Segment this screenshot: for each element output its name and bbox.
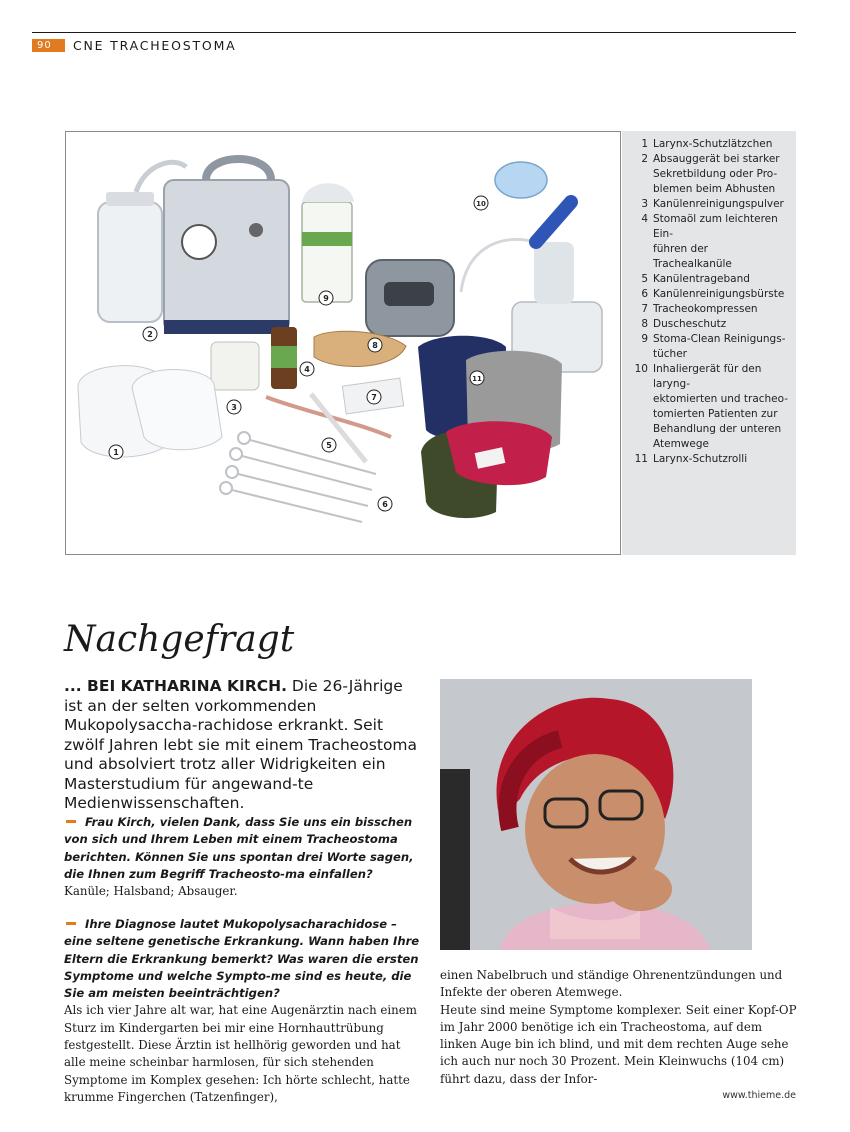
article-column-2 xyxy=(440,967,800,1088)
callout-8: 8 xyxy=(372,341,378,350)
callout-7: 7 xyxy=(371,393,377,402)
product-photo xyxy=(65,131,621,555)
footer-url: www.thieme.de xyxy=(722,1090,796,1101)
callout-10: 10 xyxy=(476,200,486,208)
legend-item: 9 Stoma-Clean Reinigungs- tücher xyxy=(641,333,786,360)
question-marker xyxy=(66,820,76,823)
legend-item: 8 Duscheschutz xyxy=(641,318,727,330)
col2-paragraph-2: Heute sind meine Symptome komplexer. Seit einer Kopf-OP im Jahr 2000 benötige ich ein Tracheostoma, auf dem linken Auge bin ich blind, und mit dem rechten Auge sehe ich auch nur noch 30 Prozent. Mein Kleinwuchs (104 cm) führt dazu, dass der Infor- xyxy=(440,1002,797,1086)
callout-5: 5 xyxy=(326,441,332,450)
legend-item: 6 Kanülenreinigungsbürste xyxy=(641,288,785,300)
interview-block-1 xyxy=(64,814,424,900)
callout-4: 4 xyxy=(304,365,310,374)
callout-3: 3 xyxy=(231,403,237,412)
callout-11: 11 xyxy=(472,375,482,383)
col2-paragraph-1: einen Nabelbruch und ständige Ohrenentzündungen und Infekte der oberen Atemwege. xyxy=(440,968,783,1000)
question-1: Frau Kirch, vielen Dank, dass Sie uns ein bisschen von sich und Ihrem Leben mit einem Tracheostoma berichten. Können Sie uns spontan drei Worte sagen, die Ihnen zum Begriff Tracheosto-ma einfallen? xyxy=(64,815,414,881)
figure-legend xyxy=(622,131,796,555)
interview-block-2 xyxy=(64,916,424,1106)
lead-text: Die 26-Jährige ist an der selten vorkommenden Mukopolysaccha-rachidose erkrankt. Seit zwölf Jahren lebt sie mit einem Tracheostoma und absolviert trotz aller Widrigkeiten ein Masterstudium für angewand-te Medienwissenschaften. xyxy=(64,677,418,812)
lead-bold: ... BEI KATHARINA KIRCH. xyxy=(64,677,287,695)
callout-1: 1 xyxy=(113,448,119,457)
legend-item: 5 Kanülentrageband xyxy=(641,273,750,285)
section-title: CNE TRACHEOSTOMA xyxy=(73,38,237,53)
legend-item: 3 Kanülenreinigungspulver xyxy=(641,198,784,210)
answer-1: Kanüle; Halsband; Absauger. xyxy=(64,884,238,899)
article-heading: Nachgefragt xyxy=(64,619,295,660)
product-illustration xyxy=(66,132,621,555)
answer-2: Als ich vier Jahre alt war, hat eine Augenärztin nach einem Sturz im Kindergarten bei mir eine Hornhauttrübung festgestellt. Diese Ärztin ist hellhörig geworden und hat alle meine scheinbar harmlosen, für sich stehenden Symptome im Komplex gesehen: Ich hörte schlecht, hatte krumme Fingerchen (Tatzenfinger), xyxy=(64,1003,417,1104)
portrait-photo xyxy=(440,679,752,950)
callout-6: 6 xyxy=(382,500,388,509)
legend-item: 7 Tracheokompressen xyxy=(641,303,758,315)
legend-item: 2 Absauggerät bei starker Sekretbildung oder Pro- blemen beim Abhusten xyxy=(641,153,780,195)
legend-item: 10 Inhaliergerät für den laryng- ektomierten und tracheo- tomierten Patienten zur Behandlung der unteren Atemwege xyxy=(634,363,789,450)
question-2: Ihre Diagnose lautet Mukopolysacharachidose – eine seltene genetische Erkrankung. Wann haben Ihre Eltern die Erkrankung bemerkt? Was waren die ersten Symptome und welche Sympto-me sind es heute, die Sie am meisten beeinträchtigen? xyxy=(64,917,420,1001)
legend-item: 1 Larynx-Schutzlätzchen xyxy=(641,138,773,150)
legend-item: 4 Stomaöl zum leichteren Ein- führen der Trachealkanüle xyxy=(641,213,778,270)
header-rule xyxy=(32,32,796,33)
article-lead xyxy=(64,677,424,814)
legend-item: 11 Larynx-Schutzrolli xyxy=(634,453,748,465)
page-number: 90 xyxy=(32,39,65,52)
callout-9: 9 xyxy=(323,294,329,303)
callout-2: 2 xyxy=(147,330,153,339)
question-marker xyxy=(66,922,76,925)
